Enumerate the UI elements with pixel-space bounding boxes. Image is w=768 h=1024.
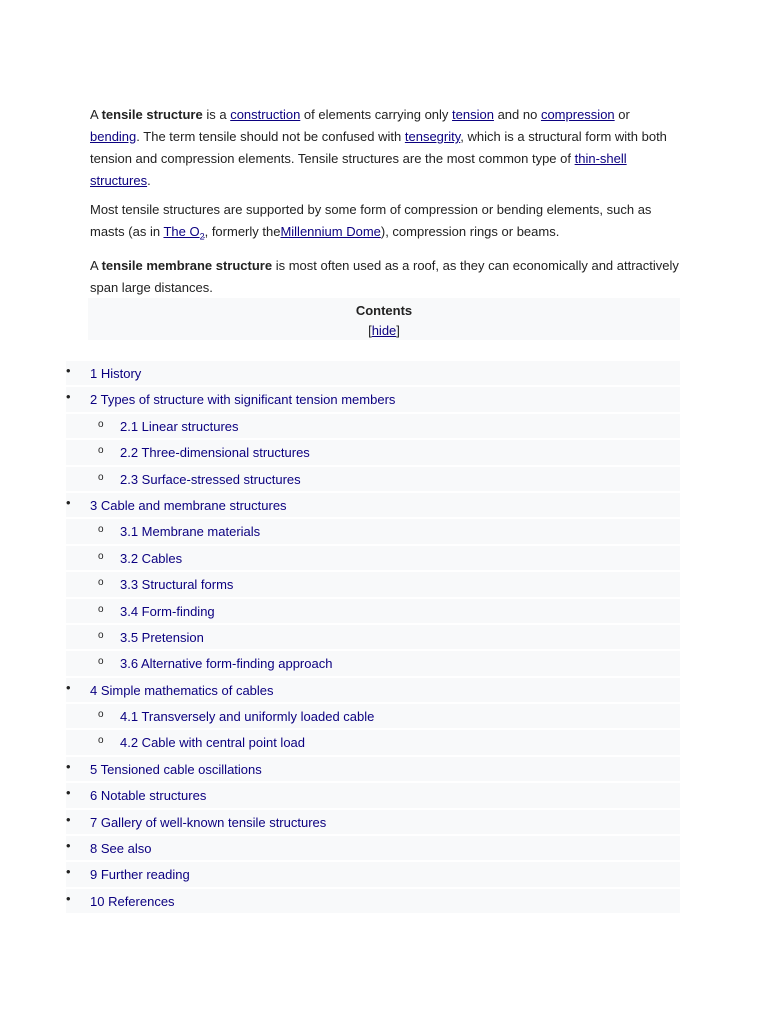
bullet-icon: • — [66, 494, 71, 510]
term-tensile-structure: tensile structure — [101, 107, 203, 122]
toc-item — [66, 571, 680, 597]
toc-item — [66, 598, 680, 624]
circle-bullet-icon: o — [98, 629, 104, 641]
text-run: ), compression rings or beams. — [380, 224, 560, 239]
toc-link[interactable]: 4.1 Transversely and uniformly loaded cable — [120, 709, 375, 725]
text-run: is a — [202, 107, 231, 122]
toc-item — [66, 360, 680, 386]
intro-paragraph-2 — [90, 199, 680, 248]
link-millennium-dome[interactable]: Millennium Dome — [280, 224, 381, 239]
link-tensegrity[interactable]: tensegrity — [404, 129, 461, 144]
toc-link[interactable]: 1 History — [90, 366, 142, 381]
toc-item-background — [66, 836, 680, 860]
bullet-icon: • — [66, 785, 71, 801]
toc-item — [66, 545, 680, 571]
toc-item — [66, 703, 680, 729]
toc-item — [66, 386, 680, 412]
toc-item — [66, 624, 680, 650]
toc-link[interactable]: 2.3 Surface-stressed structures — [120, 471, 301, 487]
link-construction[interactable]: construction — [230, 107, 301, 122]
toc-item — [66, 809, 680, 835]
circle-bullet-icon: o — [98, 445, 104, 457]
circle-bullet-icon: o — [98, 418, 104, 430]
link-bending[interactable]: bending — [90, 129, 137, 144]
text-run: . The term tensile should not be confused with — [136, 129, 405, 144]
link-subscript: 2 — [199, 231, 205, 242]
toc-link[interactable]: 4.2 Cable with central point load — [120, 735, 306, 751]
toc-item — [66, 518, 680, 544]
bullet-icon: • — [66, 838, 71, 854]
toc-link[interactable]: 7 Gallery of well-known tensile structures — [90, 814, 327, 830]
bullet-icon: • — [66, 363, 71, 378]
bullet-icon: • — [66, 679, 71, 695]
link-text: The O — [163, 224, 200, 239]
link-compression[interactable]: compression — [540, 107, 615, 122]
bullet-icon: • — [66, 890, 71, 906]
link-thin-shell-structures[interactable]: thin-shell structures — [90, 151, 627, 188]
text-run: . — [147, 173, 151, 188]
circle-bullet-icon: o — [98, 709, 104, 721]
toc-link[interactable]: 3.6 Alternative form-finding approach — [120, 656, 333, 672]
bullet-icon: • — [66, 758, 71, 774]
toc-list — [66, 360, 680, 914]
article-body — [90, 104, 680, 306]
toc-item — [66, 861, 680, 887]
toc-item — [66, 439, 680, 465]
circle-bullet-icon: o — [98, 550, 104, 562]
text-run: A — [90, 107, 102, 122]
circle-bullet-icon: o — [98, 735, 104, 747]
toc-link[interactable]: 2.2 Three-dimensional structures — [120, 445, 310, 461]
toc-link[interactable]: 5 Tensioned cable oscillations — [90, 761, 262, 777]
toc-link[interactable]: 3.1 Membrane materials — [120, 524, 261, 540]
toc-link[interactable]: 3.3 Structural forms — [120, 577, 234, 593]
toc-header — [88, 298, 680, 340]
toc-item — [66, 677, 680, 703]
text-run: and no — [493, 107, 541, 122]
toc-link[interactable]: 2 Types of structure with significant tension members — [90, 392, 396, 408]
bullet-icon: • — [66, 811, 71, 827]
intro-paragraph-3 — [90, 255, 680, 299]
toc-link[interactable]: 3.2 Cables — [120, 550, 183, 566]
toc-item-background — [66, 361, 680, 385]
toc-item — [66, 466, 680, 492]
circle-bullet-icon: o — [98, 524, 104, 536]
toc-item — [66, 492, 680, 518]
text-run: or — [614, 107, 630, 122]
toc-item — [66, 782, 680, 808]
circle-bullet-icon: o — [98, 471, 104, 483]
toc-link[interactable]: 3.4 Form-finding — [120, 603, 215, 619]
toc-item — [66, 413, 680, 439]
toc-item — [66, 729, 680, 755]
circle-bullet-icon: o — [98, 577, 104, 589]
toc-item — [66, 888, 680, 914]
bullet-icon: • — [66, 389, 71, 405]
intro-paragraph-1 — [90, 104, 680, 192]
toc-item — [66, 650, 680, 676]
toc-link[interactable]: 6 Notable structures — [90, 788, 207, 804]
term-tensile-membrane-structure: tensile membrane structure — [101, 257, 273, 273]
text-run: is most often used as a roof, as they can economically and attractively span large distances. — [90, 257, 679, 295]
bracket-close: ] — [396, 323, 400, 338]
bullet-icon: • — [66, 864, 71, 880]
toc-link[interactable]: 10 References — [90, 893, 175, 909]
toc-hide-link[interactable]: hide — [371, 323, 397, 338]
link-tension[interactable]: tension — [452, 107, 494, 122]
text-run: of elements carrying only — [300, 107, 453, 122]
toc-link[interactable]: 9 Further reading — [90, 867, 190, 883]
toc-link[interactable]: 2.1 Linear structures — [120, 418, 239, 434]
text-run: A — [90, 257, 102, 273]
bracket-open: [ — [368, 323, 372, 338]
text-run: , which is a structural form with both tension and compression elements. Tensile structures are the most common type of — [90, 129, 667, 166]
toc-toggle — [88, 323, 680, 338]
circle-bullet-icon: o — [98, 603, 104, 615]
toc-link[interactable]: 8 See also — [90, 841, 152, 857]
toc-title: Contents — [355, 303, 413, 318]
toc-link[interactable]: 3.5 Pretension — [120, 629, 204, 645]
text-run: Most tensile structures are supported by some form of compression or bending elements, such as masts (as in — [90, 202, 652, 239]
toc-link[interactable]: 3 Cable and membrane structures — [90, 497, 287, 513]
toc-link[interactable]: 4 Simple mathematics of cables — [90, 682, 274, 698]
circle-bullet-icon: o — [98, 656, 104, 668]
text-run: , formerly the — [204, 224, 281, 239]
toc-item — [66, 835, 680, 861]
toc-item — [66, 756, 680, 782]
link-the-o2[interactable] — [163, 224, 205, 242]
